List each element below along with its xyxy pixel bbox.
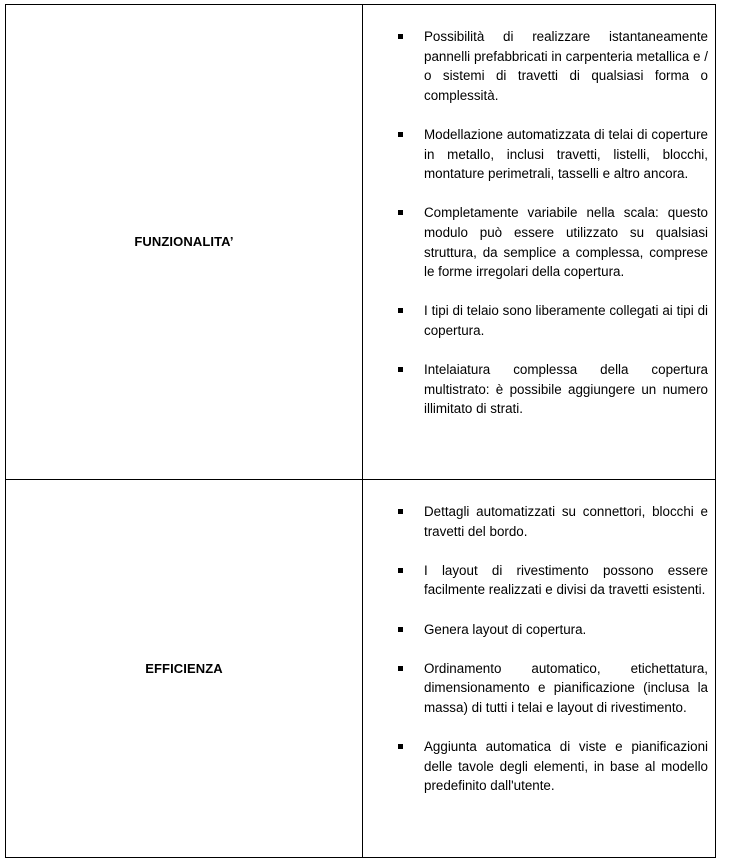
list-item: Ordinamento automatico, etichettatura, dimensionamento e pianificazione (inclusa la massa) di tutti i telai e layout di rivestimento. — [424, 659, 708, 718]
list-item: I layout di rivestimento possono essere facilmente realizzati e divisi da travetti esistenti. — [424, 561, 708, 600]
row-label-cell — [6, 480, 363, 858]
list-item: Possibilità di realizzare istantaneamente pannelli prefabbricati in carpenteria metallica e / o sistemi di travetti di qualsiasi forma o complessità. — [424, 27, 708, 105]
list-item: Dettagli automatizzati su connettori, blocchi e travetti del bordo. — [424, 502, 708, 541]
bullet-list — [363, 480, 715, 796]
list-item: Intelaiatura complessa della copertura multistrato: è possibile aggiungere un numero illimitato di strati. — [424, 360, 708, 419]
list-item: Aggiunta automatica di viste e pianificazioni delle tavole degli elementi, in base al modello predefinito dall'utente. — [424, 737, 708, 796]
row-label-cell — [6, 5, 363, 480]
table-row-efficienza — [6, 480, 716, 858]
list-item: Genera layout di copertura. — [424, 620, 708, 640]
bullet-list — [363, 5, 715, 419]
list-item: Completamente variabile nella scala: questo modulo può essere utilizzato su qualsiasi struttura, da semplice a complessa, comprese le forme irregolari della copertura. — [424, 203, 708, 281]
row-content-cell — [363, 5, 716, 480]
table-row-funzionalita — [6, 5, 716, 480]
row-label: EFFICIENZA — [145, 660, 223, 676]
list-item: Modellazione automatizzata di telai di coperture in metallo, inclusi travetti, listelli, blocchi, montature perimetrali, tasselli e altro ancora. — [424, 125, 708, 184]
list-item: I tipi di telaio sono liberamente collegati ai tipi di copertura. — [424, 301, 708, 340]
feature-table — [5, 4, 716, 858]
row-label: FUNZIONALITA’ — [134, 234, 234, 249]
row-content-cell — [363, 480, 716, 858]
